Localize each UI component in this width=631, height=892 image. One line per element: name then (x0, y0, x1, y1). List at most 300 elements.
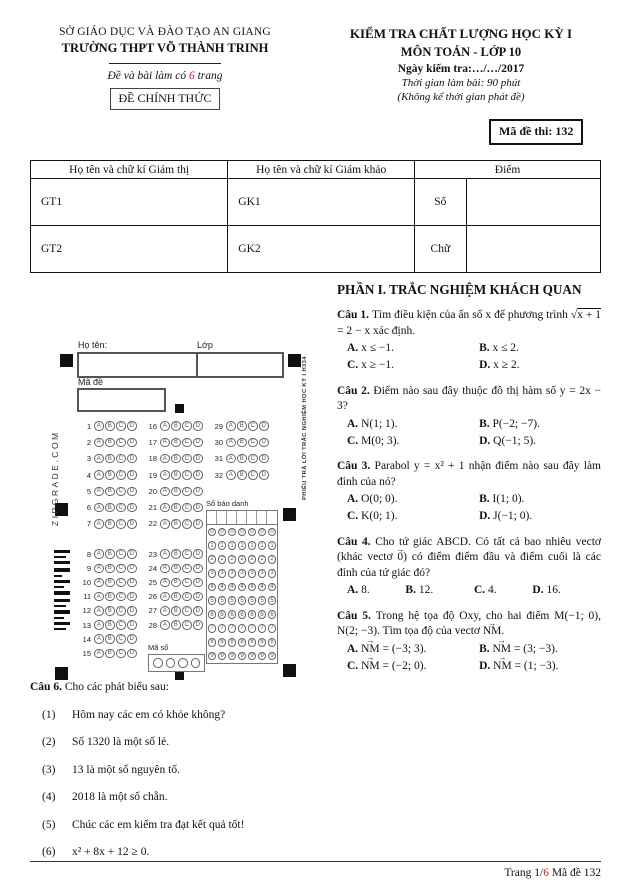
digit-bubble: 1 (268, 541, 277, 550)
answer-bubble: C (116, 470, 126, 480)
option: D. 16. (532, 584, 561, 597)
option-label: B. (479, 342, 493, 355)
digit-bubble: 2 (248, 555, 257, 564)
bubble-question-number: 4 (86, 470, 91, 480)
sqrt-argument: x + 1 (577, 309, 601, 322)
digit-bubble: 2 (238, 555, 247, 564)
statement-number: (2) (42, 736, 56, 748)
answer-bubble: B (105, 487, 115, 497)
digit-bubble: 0 (228, 528, 237, 537)
digit-row (207, 539, 277, 553)
id-write-cell (257, 511, 267, 524)
footer-page-total: 6 (543, 867, 549, 879)
option-label: A. (347, 342, 362, 355)
option: D. Q(−1; 5). (479, 434, 537, 447)
barcode-bar (54, 568, 70, 572)
digit-bubble: 5 (268, 596, 277, 605)
answer-bubble: C (182, 578, 192, 588)
answer-bubble: C (116, 549, 126, 559)
question-text: Câu 3. Parabol y = x² + 1 nhận điểm nào sau đây làm đỉnh của nó? (337, 460, 602, 488)
digit-bubble: 9 (258, 652, 267, 661)
barcode-bar (54, 580, 70, 583)
answer-bubble: A (160, 578, 170, 588)
option: C. 4. (473, 584, 497, 597)
answer-bubble: C (116, 519, 126, 529)
digit-bubble: 7 (248, 624, 257, 633)
option: B. I(1; 0). (479, 493, 525, 506)
option-label: B. (479, 417, 493, 430)
barcode-bar (54, 617, 64, 619)
barcode-bar (54, 610, 70, 614)
answer-bubble: C (116, 454, 126, 464)
statement-number: (4) (42, 791, 56, 803)
digit-bubble: 7 (268, 624, 277, 633)
page-count-note (28, 70, 302, 82)
bubble-question-number: 10 (82, 577, 91, 587)
barcode-bar (54, 605, 66, 607)
question-column (337, 280, 601, 675)
bubble-row (77, 547, 209, 561)
bubble-row (77, 590, 209, 604)
answer-bubble: D (127, 438, 137, 448)
question-text: Câu 5. Trong hệ tọa độ Oxy, cho hai điểm M(−1; 0), N(2; −3). Tìm tọa độ của vectơ NM →. (337, 609, 601, 640)
question-bubbles (77, 454, 143, 464)
digit-bubble: 3 (248, 569, 257, 578)
answer-bubble: C (248, 470, 258, 480)
question-bubbles (209, 438, 275, 448)
question (337, 384, 601, 451)
digit-bubble: 7 (218, 624, 227, 633)
answer-bubble: B (171, 487, 181, 497)
digit-row (207, 525, 277, 539)
class-field (196, 352, 284, 378)
question-bubbles (143, 438, 209, 448)
digit-bubble: 9 (218, 652, 227, 661)
question-bubbles (77, 634, 143, 644)
id-write-cell (227, 511, 237, 524)
bubble-question-number: 14 (82, 634, 91, 644)
digit-bubble: 8 (248, 638, 257, 647)
answer-bubble: A (94, 503, 104, 513)
statement (30, 709, 601, 721)
student-id-write-row (207, 511, 277, 525)
bubble-question-number: 29 (214, 421, 223, 431)
statement (30, 764, 601, 776)
answer-bubble: D (127, 503, 137, 513)
answer-bubble: D (193, 470, 203, 480)
question-number: Câu 3. (337, 460, 375, 473)
id-write-cell (267, 511, 277, 524)
answer-bubble: B (171, 592, 181, 602)
question-bubbles (77, 578, 143, 588)
footer-exam-code: Mã đề 132 (548, 867, 601, 879)
bubble-row (77, 418, 275, 434)
key-bubble (178, 658, 188, 668)
answer-bubble: C (182, 606, 192, 616)
answer-bubble: A (94, 649, 104, 659)
question-bubbles (143, 549, 209, 559)
answer-bubble: A (94, 519, 104, 529)
question-bubbles (77, 519, 143, 529)
answer-sheet (30, 332, 330, 720)
option-label: A. (347, 417, 362, 430)
digit-bubble: 1 (238, 541, 247, 550)
registration-mark (288, 354, 301, 367)
barcode-bar (54, 599, 70, 602)
answer-bubble: C (116, 634, 126, 644)
answer-bubble: A (160, 470, 170, 480)
option-label: A. (347, 493, 362, 506)
question-bubbles (143, 564, 209, 574)
answer-bubble: A (160, 606, 170, 616)
class-label: Lớp (197, 340, 213, 350)
answer-bubble: A (226, 454, 236, 464)
answer-bubble: D (193, 592, 203, 602)
vector-expression: 0 → (397, 550, 403, 566)
answer-bubble: B (105, 421, 115, 431)
exam-subject: MÔN TOÁN - LỚP 10 (400, 45, 522, 59)
answer-bubble: A (226, 438, 236, 448)
option-label: B. (405, 584, 419, 597)
digit-bubble: 9 (238, 652, 247, 661)
answer-bubble: D (193, 620, 203, 630)
barcode-bar (54, 622, 70, 625)
answer-bubble: D (127, 564, 137, 574)
bubble-question-number: 31 (214, 454, 223, 464)
question-bubbles (143, 470, 209, 480)
bubble-row (77, 434, 275, 450)
bubble-row (77, 483, 275, 499)
student-name-field (77, 352, 198, 378)
answer-bubble: C (182, 564, 192, 574)
digit-bubble: 9 (228, 652, 237, 661)
question-bubbles (143, 421, 209, 431)
digit-bubble: 2 (268, 555, 277, 564)
answer-bubble: A (94, 592, 104, 602)
sheet-barcode (54, 550, 72, 634)
question (337, 459, 601, 526)
bubble-question-number: 21 (148, 503, 157, 513)
question-bubbles (77, 592, 143, 602)
option: D. NM → = (1; −3). (479, 658, 601, 675)
digit-bubble: 9 (208, 652, 217, 661)
bubble-row (77, 604, 209, 618)
option: A. x ≤ −1. (347, 342, 394, 355)
exam-duration-note: (Không kể thời gian phát đề) (397, 91, 525, 103)
answer-bubble: A (226, 470, 236, 480)
answer-bubble: D (127, 592, 137, 602)
bubble-question-number: 17 (148, 437, 157, 447)
question-text: Câu 2. Điểm nào sau đây thuộc đồ thị hàm số y = 2x − 3? (337, 384, 601, 413)
question-bubbles (143, 606, 209, 616)
digit-bubble: 7 (258, 624, 267, 633)
exam-code-box: Mã đề thi: 132 (489, 119, 583, 145)
answer-bubble: A (160, 519, 170, 529)
digit-bubble: 5 (238, 596, 247, 605)
question-number: Câu 5. (337, 609, 376, 622)
score-number-cell (466, 179, 600, 226)
answer-bubble: A (94, 438, 104, 448)
option: B. NM → = (3; −3). (479, 641, 601, 658)
option-label: D. (479, 434, 494, 447)
digit-bubble: 3 (228, 569, 237, 578)
question-bubbles (77, 487, 143, 497)
question-bubbles (143, 592, 209, 602)
answer-bubble: D (193, 438, 203, 448)
answer-bubble: A (160, 438, 170, 448)
answer-bubble: A (160, 503, 170, 513)
answer-bubble: B (105, 519, 115, 529)
answer-bubble: B (237, 421, 247, 431)
answer-bubble: A (160, 454, 170, 464)
answer-bubble: C (182, 421, 192, 431)
option: D. J(−1; 0). (479, 510, 533, 523)
answer-bubble: D (193, 578, 203, 588)
options (337, 340, 601, 375)
question-bubbles (77, 470, 143, 480)
options (337, 582, 601, 599)
answer-bubble: D (127, 578, 137, 588)
digit-bubble: 6 (218, 610, 227, 619)
answer-bubble: C (116, 649, 126, 659)
answer-bubble: A (160, 549, 170, 559)
answer-bubble: B (171, 503, 181, 513)
bubble-question-number: 8 (86, 549, 91, 559)
digit-bubble: 3 (268, 569, 277, 578)
digit-row (207, 635, 277, 649)
option: D. x ≥ 2. (479, 359, 520, 372)
answer-bubble: D (259, 438, 269, 448)
options (337, 491, 601, 526)
barcode-bar (54, 550, 70, 553)
question-number: Câu 1. (337, 309, 372, 322)
question-text: Câu 1. Tìm điều kiện của ẩn số x để phương trình √x + 1 = 2 − x xác định. (337, 309, 601, 337)
bubble-question-number: 13 (82, 620, 91, 630)
grader-2: GK2 (228, 226, 415, 273)
statement-number: (1) (42, 708, 56, 721)
digit-bubble: 9 (248, 652, 257, 661)
answer-bubble: B (171, 564, 181, 574)
option-label: B. (479, 642, 493, 655)
header-proctor: Họ tên và chữ kí Giám thị (31, 161, 228, 179)
student-id-section (206, 499, 278, 664)
registration-mark (175, 671, 184, 680)
sqrt-expression: √x + 1 (570, 309, 601, 322)
answer-bubble: A (160, 421, 170, 431)
statement-text: Hôm nay các em có khỏe không? (72, 708, 226, 721)
digit-bubble: 8 (218, 638, 227, 647)
vector-expression: NM → (483, 624, 502, 640)
answer-bubble: C (182, 519, 192, 529)
questions (337, 308, 601, 675)
statement-text: 13 là một số nguyên tố. (72, 763, 180, 776)
option-label: C. (347, 434, 362, 447)
answer-bubble: D (193, 454, 203, 464)
footer-page: Trang 1/ (504, 867, 544, 879)
question-number: Câu 2. (337, 384, 374, 397)
answer-bubble: B (171, 519, 181, 529)
answer-bubble: B (171, 470, 181, 480)
question (337, 535, 601, 600)
digit-bubble: 7 (208, 624, 217, 633)
option: C. M(0; 3). (347, 434, 400, 447)
digit-bubble: 5 (208, 596, 217, 605)
vector-expression: NM → (493, 658, 512, 675)
digit-bubble: 2 (228, 555, 237, 564)
statement (30, 736, 601, 748)
digit-row (207, 608, 277, 622)
answer-bubble: B (105, 438, 115, 448)
key-id-bubbles (148, 654, 205, 672)
digit-bubble: 0 (258, 528, 267, 537)
digit-bubble: 0 (208, 528, 217, 537)
student-id-grid (206, 510, 278, 664)
options (337, 416, 601, 451)
digit-row (207, 566, 277, 580)
bubble-question-number: 26 (148, 592, 157, 602)
bubble-row (77, 575, 209, 589)
digit-bubble: 8 (258, 638, 267, 647)
answer-bubble: D (127, 620, 137, 630)
grading-table-header-row (31, 161, 601, 179)
answer-bubble: D (127, 470, 137, 480)
option-label: D. (479, 359, 494, 372)
digit-bubble: 1 (218, 541, 227, 550)
answer-bubble: D (193, 503, 203, 513)
table-row (31, 226, 601, 273)
answer-bubble: C (248, 421, 258, 431)
digit-bubble: 8 (228, 638, 237, 647)
answer-bubble: B (105, 606, 115, 616)
registration-mark (175, 404, 184, 413)
student-id-bubbles (207, 525, 277, 663)
option-label: C. (347, 359, 362, 372)
answer-bubble: C (182, 503, 192, 513)
answer-bubble: C (116, 578, 126, 588)
table-row (31, 179, 601, 226)
answer-bubble: B (237, 438, 247, 448)
score-number-label: Số (415, 179, 467, 226)
answer-bubble: A (94, 549, 104, 559)
exam-code-label: Mã đề (78, 377, 104, 387)
header-grader: Họ tên và chữ kí Giám khảo (228, 161, 415, 179)
registration-mark (283, 664, 296, 677)
question (337, 609, 601, 676)
barcode-bar (54, 591, 70, 595)
exam-code-field (77, 388, 166, 412)
digit-bubble: 4 (228, 583, 237, 592)
digit-row (207, 649, 277, 663)
digit-bubble: 6 (268, 610, 277, 619)
option: B. 12. (405, 584, 434, 597)
answer-bubble: B (105, 634, 115, 644)
bubble-question-number: 1 (86, 421, 91, 431)
option: A. N(1; 1). (347, 417, 398, 430)
student-id-label: Số báo danh (206, 499, 249, 508)
answer-bubble: A (226, 421, 236, 431)
statements (30, 709, 601, 859)
id-write-cell (247, 511, 257, 524)
digit-bubble: 6 (238, 610, 247, 619)
key-id-label: Mã số (148, 643, 169, 652)
question-bubbles (143, 578, 209, 588)
question-bubbles (77, 503, 143, 513)
bubble-question-number: 6 (86, 503, 91, 513)
answer-bubble: C (182, 454, 192, 464)
question-bubbles (77, 421, 143, 431)
option-label: D. (479, 510, 494, 523)
digit-bubble: 5 (258, 596, 267, 605)
digit-bubble: 3 (218, 569, 227, 578)
bubble-question-number: 32 (214, 470, 223, 480)
bubble-question-number: 12 (82, 606, 91, 616)
answer-bubble: D (127, 549, 137, 559)
statement-text: Chúc các em kiểm tra đạt kết quả tốt! (72, 818, 245, 831)
digit-bubble: 6 (208, 610, 217, 619)
id-write-cell (217, 511, 227, 524)
answer-bubble: C (248, 438, 258, 448)
option: C. NM → = (−2; 0). (347, 658, 479, 675)
statement-text: x² + 8x + 12 ≥ 0. (72, 846, 150, 858)
bubble-question-number: 20 (148, 486, 157, 496)
digit-bubble: 0 (238, 528, 247, 537)
question-bubbles (77, 438, 143, 448)
answer-bubble: C (182, 470, 192, 480)
answer-bubble: C (116, 503, 126, 513)
exam-header (315, 26, 607, 103)
digit-bubble: 3 (208, 569, 217, 578)
vector-expression: NM → (361, 641, 380, 658)
question-bubbles (209, 454, 275, 464)
school-header (28, 26, 302, 110)
digit-bubble: 8 (208, 638, 217, 647)
bubble-question-number: 25 (148, 577, 157, 587)
question-bubbles (77, 606, 143, 616)
registration-mark (55, 667, 68, 680)
answer-bubble: A (94, 421, 104, 431)
bubble-question-number: 16 (148, 421, 157, 431)
digit-bubble: 1 (228, 541, 237, 550)
answer-bubble: B (105, 454, 115, 464)
question-bubbles (77, 549, 143, 559)
digit-bubble: 5 (228, 596, 237, 605)
note-page-count: 6 (188, 70, 195, 82)
bubble-question-number: 15 (82, 648, 91, 658)
answer-bubble: C (182, 549, 192, 559)
zipgrade-watermark: ZIPGRADE.COM (50, 430, 60, 526)
answer-bubble: B (105, 549, 115, 559)
digit-bubble: 4 (248, 583, 257, 592)
exam-date: Ngày kiểm tra:…/…/2017 (397, 63, 525, 75)
digit-row (207, 553, 277, 567)
option: B. P(−2; −7). (479, 417, 540, 430)
digit-bubble: 4 (268, 583, 277, 592)
answer-bubble: C (182, 592, 192, 602)
bubble-row (77, 467, 275, 483)
question-6-number: Câu 6. (30, 681, 62, 693)
bubble-question-number: 30 (214, 437, 223, 447)
bubble-question-number: 19 (148, 470, 157, 480)
department-name: SỞ GIÁO DỤC VÀ ĐÀO TẠO AN GIANG (59, 26, 271, 38)
proctor-2: GT2 (31, 226, 228, 273)
digit-row (207, 594, 277, 608)
answer-bubble: C (116, 487, 126, 497)
answer-bubble: A (94, 634, 104, 644)
school-name: TRƯỜNG THPT VÕ THÀNH TRINH (61, 41, 269, 55)
answer-bubble: C (116, 421, 126, 431)
question-6-intro: Cho các phát biểu sau: (64, 681, 169, 693)
id-write-cell (237, 511, 247, 524)
